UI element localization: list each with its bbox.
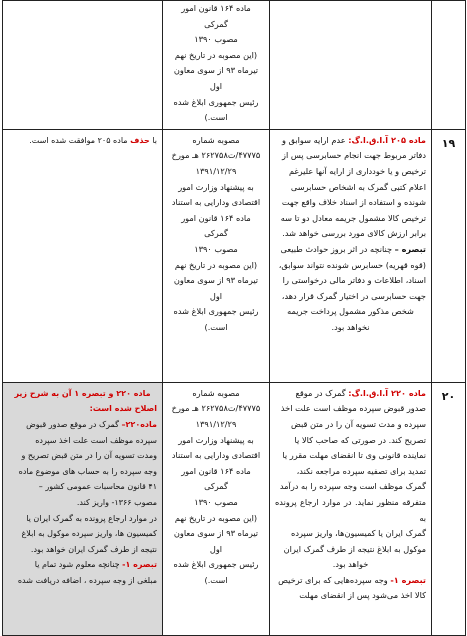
row-number-cell: ۱۹ [432,129,466,382]
article-cell [270,129,432,382]
legal-line: است.) [204,574,228,585]
legal-line: رئیس جمهوری ابلاغ شده [173,559,259,570]
legal-line: است.) [204,321,228,332]
article-line: ترخیص و یا خودداری از ارایه آنها علیرغم [288,165,426,176]
legal-line: به پیشنهاد وزارت امور [178,181,254,192]
article-line: خواهد بود. [332,559,369,570]
notes-prefix: با [152,135,157,145]
notes-cell [3,382,163,635]
notes-cell [3,129,163,382]
notes-line: سپرده موظف است علت اخذ سپرده [35,435,157,445]
legal-line: (این مصوبه در تاریخ نهم [174,512,258,523]
article-line: سپرده و مدت تسویه آن را در متن قبض [290,418,426,429]
article-line: برابر ارزش کالای مورد بررسی خواهد شد. [282,228,426,239]
legal-line: است.) [204,112,228,123]
article-line: دفاتر مربوط جهت انجام حسابرسی پس از [281,150,426,161]
row-number-cell [432,1,466,130]
legal-line: ۴۷۷۷۵/ت۲۶۲۷۵۸ هـ مورخ [171,150,261,161]
note-line: اسناد، اطلاعات و دفاتر مالی درخواستی را [282,275,426,286]
notes-line: وجه سپرده را به حساب های موضوع ماده [18,466,157,476]
notes-header-line: اصلاح شده است: [89,404,157,414]
notes-suffix: ماده ۲۰۵ موافقت شده است. [29,135,128,145]
note-line: شخص مذکور مشمول پرداخت جریمه [287,306,414,317]
article-line: گمرک موظف است وجه سپرده را به درآمد [279,481,426,492]
article-line: شونده و استفاده از اسناد خلاف واقع جهت [281,197,426,208]
legal-line: رئیس جمهوری ابلاغ شده [173,96,259,107]
note-label: تبصره – [394,243,426,254]
notes-line: کمیسیون ها، واریز سپرده موکول به ابلاغ [21,529,157,539]
notes-line: گمرک در موقع صدور قبوض [26,419,119,429]
notes-line: مصوب ۱۳۶۶- واریز کند. [76,497,157,507]
note-label: تبصره ۱- [390,574,426,585]
article-line: گمرک در موقع [295,387,346,398]
notes-line: ومدت تسویه آن را در متن قبض تصریح و [21,451,157,461]
notes-note-label: تبصره ۱- [122,560,157,570]
legal-basis-cell [163,382,270,635]
notes-line: در موارد ارجاع پرونده به گمرک ایران یا [26,513,157,523]
notes-note-line: چنانچه معلوم شود تمام یا [34,560,120,570]
note-line: (قوه قهریه) حسابرس شونده نتواند سوابق، [278,259,426,270]
legal-line: تیرماه ۹۳ از سوی معاون اول [173,65,259,91]
table-row-19 [3,129,466,382]
legal-line: مصوب ۱۳۹۰ [194,496,238,507]
row-number-cell: ۲۰ [432,382,466,635]
notes-line: ۴۱ قانون محاسبات عمومی کشور – [38,482,157,492]
legal-line: اقتصادی ودارایی به استناد [171,450,261,461]
article-title: ماده ۲۰۵ آ.ا.ق.ا.گ: [348,134,426,145]
regulation-table [2,0,466,636]
legal-line: تیرماه ۹۳ از سوی معاون اول [173,275,259,301]
legal-line: ماده ۱۶۴ قانون امور گمرکی [181,3,251,29]
article-line: موکول به ابلاغ نتیجه از طرف گمرک ایران [283,543,426,554]
notes-note-line: مبلغی از وجه سپرده ، اضافه دریافت شده [17,575,157,585]
legal-line: ماده ۱۶۴ قانون امور گمرکی [181,212,251,239]
legal-line: تیرماه ۹۳ از سوی معاون اول [173,528,259,554]
note-line: وجه سپرده‌هایی که برای ترخیص [278,574,388,585]
notes-deleted-label: حذف [130,135,150,145]
article-line: نماینده قانونی وی تا انقضای مهلت مقرر یا [282,450,426,461]
article-line: اعلام کتبی گمرک به اشخاص حسابرسی [290,181,426,192]
legal-basis-cell [163,129,270,382]
article-line: تصریح کند. در صورتی که صاحب کالا یا [294,434,426,445]
legal-line: ۱۳۹۱/۱۲/۲۹ [195,418,237,429]
notes-article-title: ماده۲۲۰– [121,419,157,429]
article-title: ماده ۲۲۰ آ.ا.ق.ا.گ: [348,387,426,398]
article-cell [270,1,432,130]
note-line: نخواهد بود. [331,321,370,332]
legal-line: به پیشنهاد وزارت امور [178,434,254,445]
article-line: صدور قبوض سپرده موظف است علت اخذ [280,403,426,414]
legal-line: رئیس جمهوری ابلاغ شده [173,306,259,317]
article-line: متفرقه منظور نماید. در موارد ارجاع پرونده به [275,496,426,523]
notes-cell [3,1,163,130]
note-line: جهت حسابرسی در اختیار گمرک قرار دهد، [281,290,426,301]
legal-line: مصوبه شماره [192,387,240,398]
legal-line: ماده ۱۶۴ قانون امور گمرکی [181,465,251,492]
legal-line: (این مصوبه در تاریخ نهم [174,259,258,270]
legal-line: ۴۷۷۷۵/ت۲۶۲۷۵۸ هـ مورخ [171,403,261,414]
note-line: کالا اخذ می‌شود پس از انقضای مهلت [299,590,426,601]
article-cell [270,382,432,635]
legal-line: مصوب ۱۳۹۰ [194,34,238,45]
table-row-continuation [3,1,466,130]
article-line: گمرک ایران یا کمیسیون‌ها، واریز سپرده [291,528,426,539]
legal-line: مصوبه شماره [192,134,240,145]
notes-line: نتیجه از طرف گمرک ایران خواهد بود. [30,544,157,554]
article-line: عدم ارایه سوابق و [281,134,346,145]
legal-basis-cell [163,1,270,130]
article-line: ترخیص کالا مشمول جریمه معادل دو تا سه [280,212,426,223]
legal-line: مصوب ۱۳۹۰ [194,243,238,254]
legal-line: (این مصوبه در تاریخ نهم [174,49,258,60]
legal-line: ۱۳۹۱/۱۲/۲۹ [195,165,237,176]
article-line: تمدید برای تصفیه سپرده مراجعه نکند، [296,465,426,476]
note-line: چنانچه در اثر بروز حوادث طبیعی [280,243,393,254]
legal-line: اقتصادی ودارایی به استناد [171,197,261,208]
table-row-20 [3,382,466,635]
notes-header-line: ماده ۲۲۰ و تبصره ۱ آن به شرح زیر [14,388,151,398]
